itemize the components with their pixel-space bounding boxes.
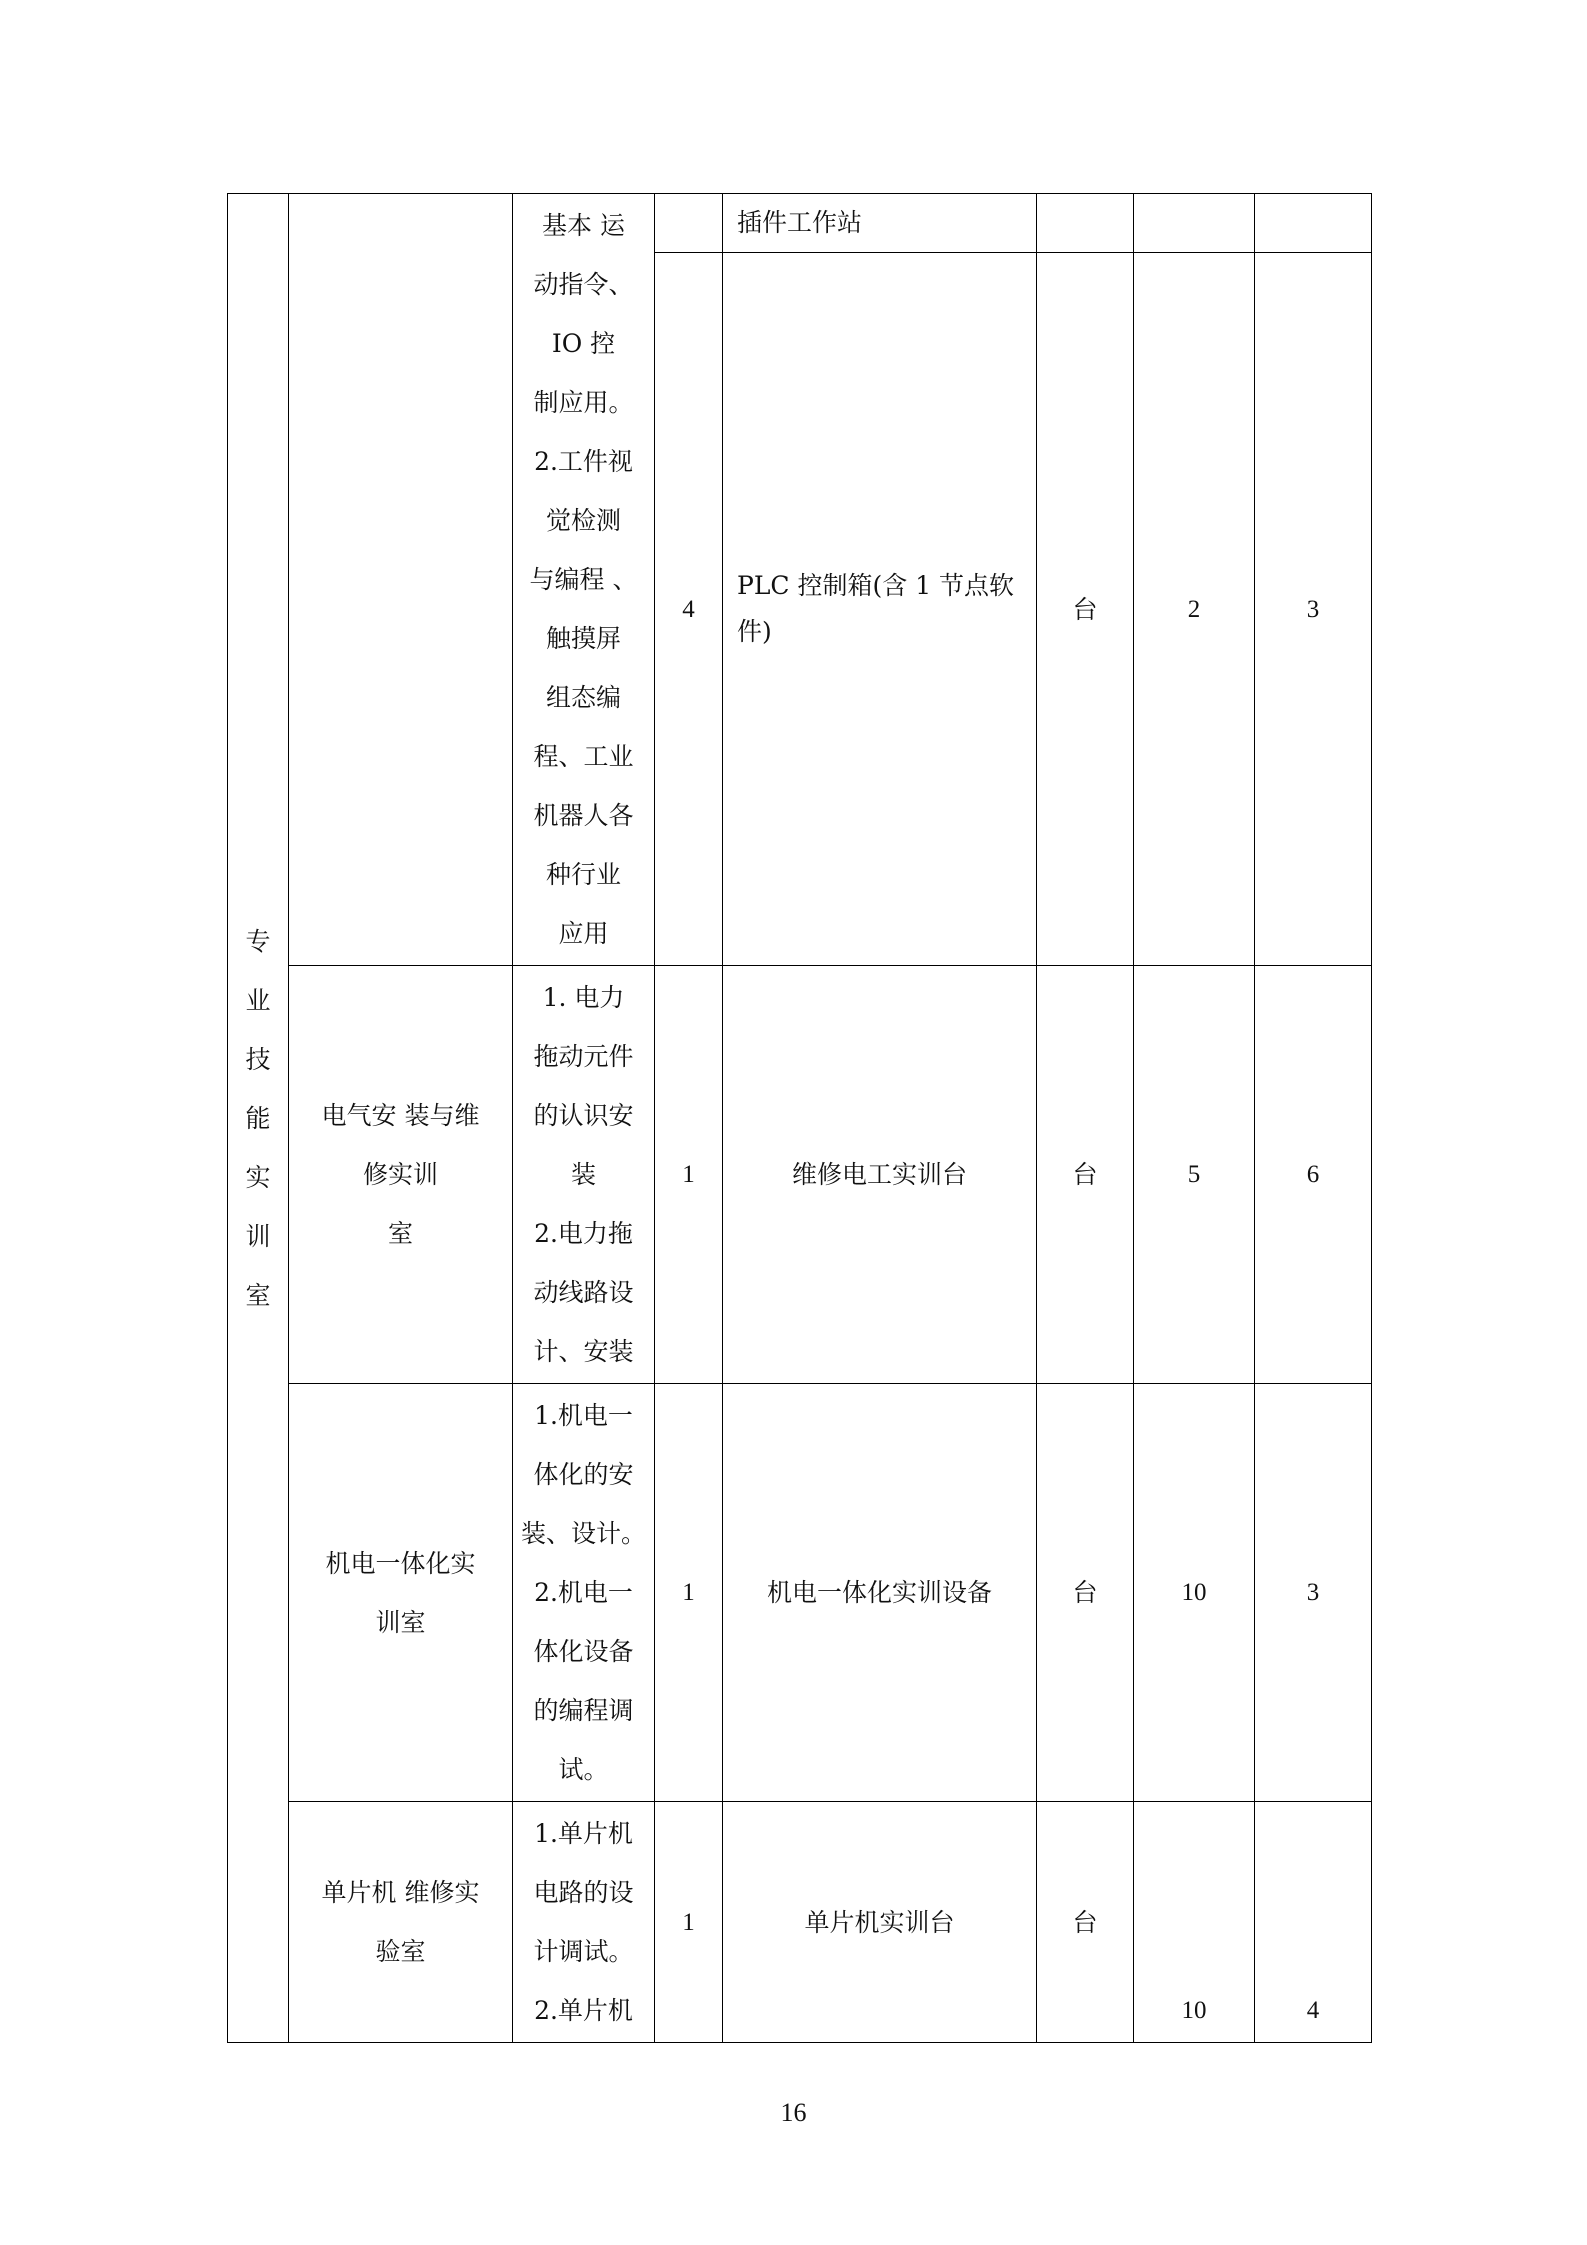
topic-line: 动线路设 — [533, 1278, 634, 1307]
category-char: 室 — [245, 1280, 271, 1310]
topic-line: 装、设计。 — [520, 1519, 646, 1548]
page-number: 16 — [780, 2098, 807, 2127]
room-line: 机电一体化实 — [325, 1548, 476, 1578]
room-line: 室 — [387, 1219, 413, 1248]
unit-cell: 台 — [1037, 1802, 1134, 2043]
category-char: 业 — [245, 985, 271, 1015]
room-cell — [289, 1802, 513, 2043]
room-line: 验室 — [375, 1937, 426, 1966]
equipment-table — [227, 193, 1372, 2043]
topic-cell — [513, 1384, 655, 1802]
room-cell — [289, 194, 513, 966]
groups-cell: 3 — [1255, 1384, 1372, 1802]
seq-cell: 4 — [655, 253, 723, 966]
topic-line: 触摸屏 — [545, 624, 621, 653]
qty-cell-top — [1134, 194, 1255, 253]
topic-cell — [513, 1802, 655, 2043]
topic-line: 的编程调 — [533, 1696, 634, 1725]
topic-line: IO 控 — [551, 329, 616, 358]
topic-line: 计调试。 — [533, 1937, 634, 1966]
topic-line: 与编程 、 — [529, 565, 638, 594]
category-cell — [228, 194, 289, 2043]
qty-cell: 10 — [1134, 1802, 1255, 2043]
topic-line: 应用 — [558, 919, 609, 948]
topic-cell — [513, 966, 655, 1384]
topic-line: 制应用。 — [533, 388, 634, 417]
topic-line: 2.单片机 — [534, 1996, 633, 2025]
qty-cell: 5 — [1134, 966, 1255, 1384]
category-char: 实 — [245, 1162, 271, 1192]
seq-cell: 1 — [655, 1384, 723, 1802]
unit-cell-top — [1037, 194, 1134, 253]
groups-cell-top — [1255, 194, 1372, 253]
seq-cell: 1 — [655, 1802, 723, 2043]
topic-cell — [513, 194, 655, 966]
unit-cell: 台 — [1037, 1384, 1134, 1802]
room-line: 训室 — [375, 1607, 426, 1637]
room-line: 单片机 维修实 — [321, 1878, 480, 1907]
room-line: 电气安 装与维 — [321, 1101, 480, 1130]
seq-cell-top — [655, 194, 723, 253]
device-cell-top: 插件工作站 — [723, 194, 1037, 253]
device-cell: PLC 控制箱(含 1 节点软件) — [723, 253, 1037, 966]
topic-line: 机器人各 — [533, 801, 634, 830]
topic-line: 拖动元件 — [533, 1042, 634, 1071]
topic-line: 1.机电一 — [534, 1401, 633, 1430]
topic-line: 体化的安 — [533, 1460, 634, 1489]
groups-cell: 4 — [1255, 1802, 1372, 2043]
device-cell: 维修电工实训台 — [723, 966, 1037, 1384]
topic-line: 1. 电力 — [542, 983, 625, 1012]
topic-line: 2.电力拖 — [534, 1219, 633, 1248]
topic-line: 种行业 — [545, 860, 621, 889]
qty-cell: 10 — [1134, 1384, 1255, 1802]
category-char: 训 — [245, 1221, 271, 1251]
qty-cell: 2 — [1134, 253, 1255, 966]
seq-cell: 1 — [655, 966, 723, 1384]
unit-cell: 台 — [1037, 253, 1134, 966]
topic-line: 体化设备 — [533, 1637, 634, 1666]
topic-line: 2.机电一 — [534, 1578, 633, 1607]
room-line: 修实训 — [362, 1160, 438, 1189]
topic-line: 程、工业 — [533, 742, 634, 771]
category-char: 专 — [245, 926, 271, 956]
topic-line: 的认识安 — [533, 1101, 634, 1130]
unit-cell: 台 — [1037, 966, 1134, 1384]
room-cell — [289, 1384, 513, 1802]
topic-line: 2.工件视 — [534, 447, 633, 476]
device-cell: 单片机实训台 — [723, 1802, 1037, 2043]
topic-line: 计、安装 — [533, 1337, 634, 1366]
category-char: 能 — [245, 1103, 271, 1133]
topic-line: 试。 — [558, 1755, 609, 1784]
device-cell: 机电一体化实训设备 — [723, 1384, 1037, 1802]
topic-line: 1.单片机 — [534, 1819, 633, 1848]
groups-cell: 6 — [1255, 966, 1372, 1384]
topic-line: 觉检测 — [545, 506, 621, 535]
category-char: 技 — [245, 1044, 271, 1074]
groups-cell: 3 — [1255, 253, 1372, 966]
topic-line: 装 — [570, 1160, 596, 1189]
topic-line: 电路的设 — [533, 1878, 634, 1907]
topic-line: 动指令、 — [533, 270, 634, 299]
room-cell — [289, 966, 513, 1384]
topic-line: 组态编 — [545, 683, 621, 712]
topic-line: 基本 运 — [542, 211, 625, 240]
